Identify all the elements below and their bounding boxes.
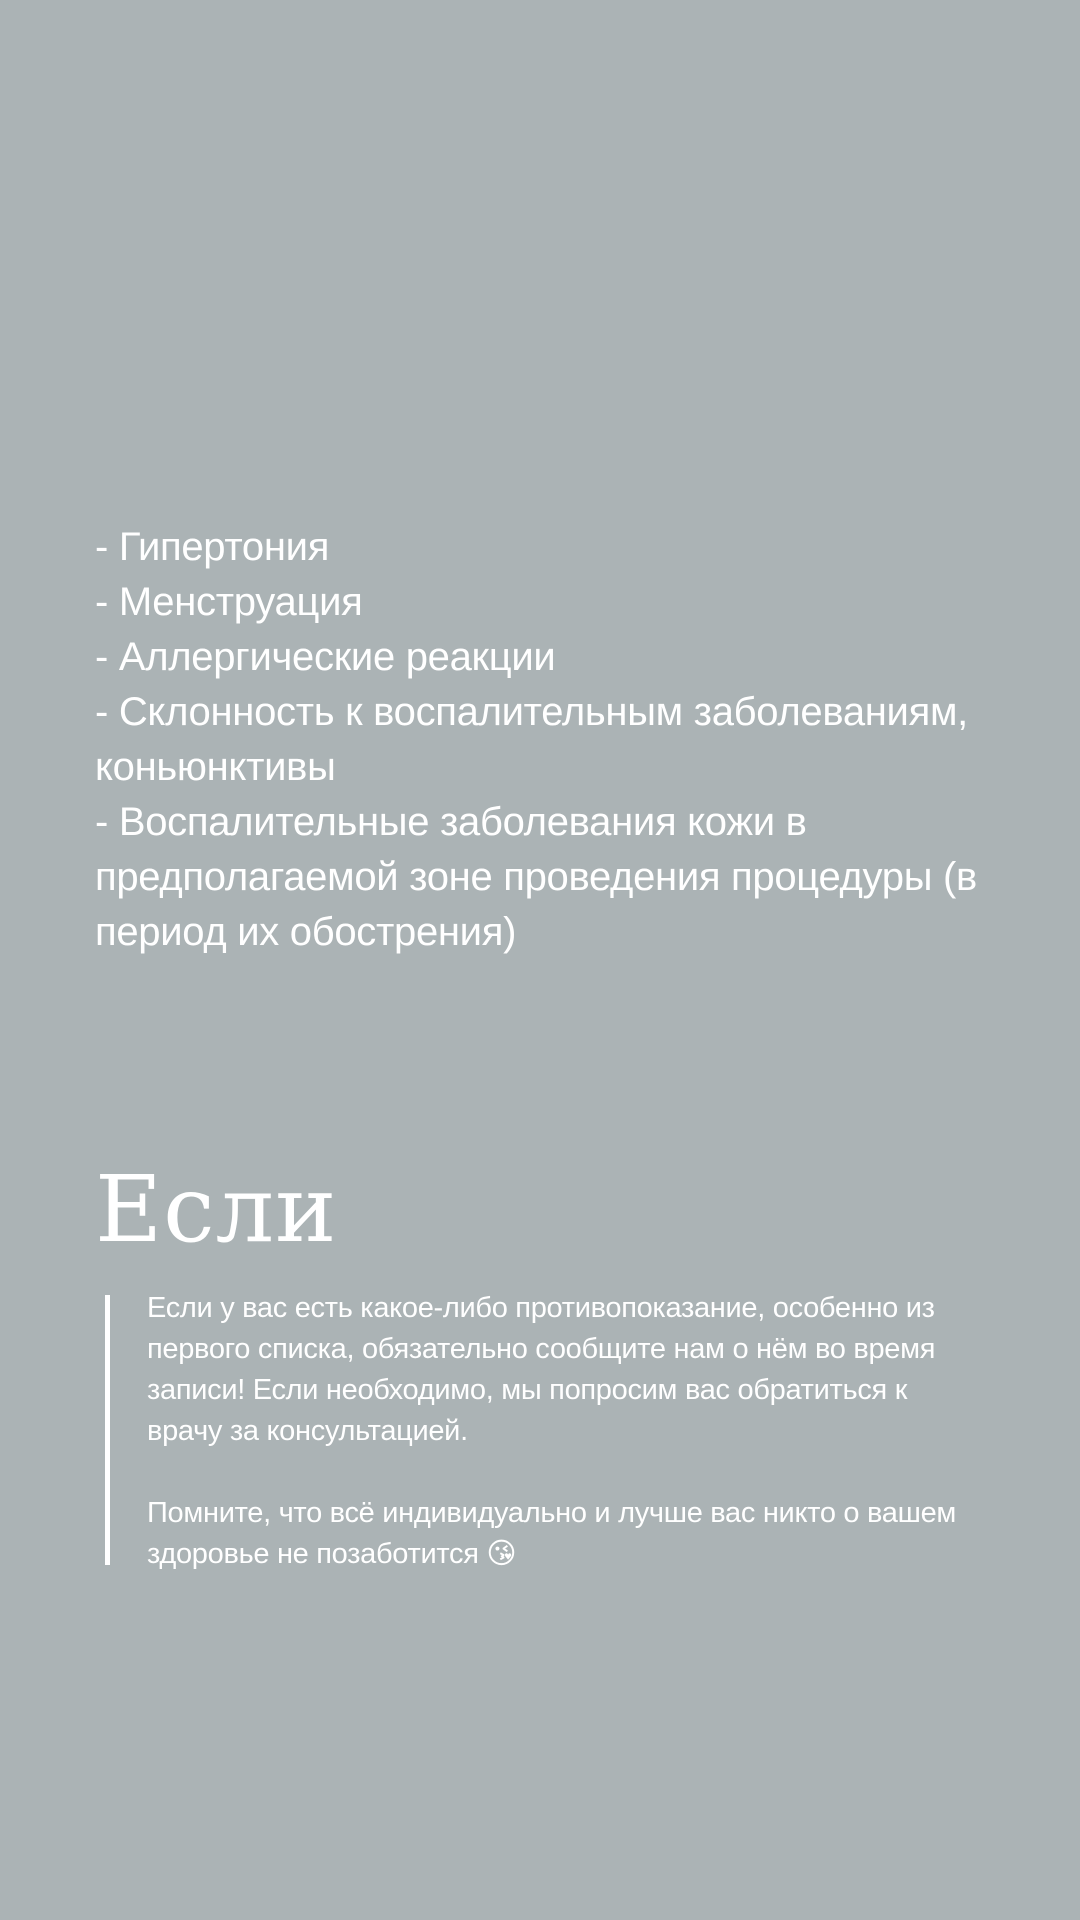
quote-bar [105, 1295, 110, 1565]
list-item: - Склонность к воспалительным заболеваниям, коньюнктивы [95, 690, 968, 789]
list-item: - Воспалительные заболевания кожи в предполагаемой зоне проведения процедуры (в период их обострения) [95, 800, 977, 954]
note-paragraph-reminder: Помните, что всё индивидуально и лучше вас никто о вашем здоровье не позаботится 😘 [147, 1497, 957, 1570]
list-item: - Гипертония [95, 525, 330, 569]
note-text [147, 1288, 977, 1575]
note-paragraph-contraindication: Если у вас есть какое-либо противопоказание, особенно из первого списка, обязательно сообщите нам о нём во время записи! Если необходимо, мы попросим вас обратиться к врачу за консультацией. [147, 1292, 936, 1447]
contraindications-list [95, 520, 995, 960]
list-item: - Менструация [95, 580, 363, 624]
list-item: - Аллергические реакции [95, 635, 556, 679]
section-heading: Если [95, 1156, 338, 1263]
note-block [105, 1292, 957, 1570]
